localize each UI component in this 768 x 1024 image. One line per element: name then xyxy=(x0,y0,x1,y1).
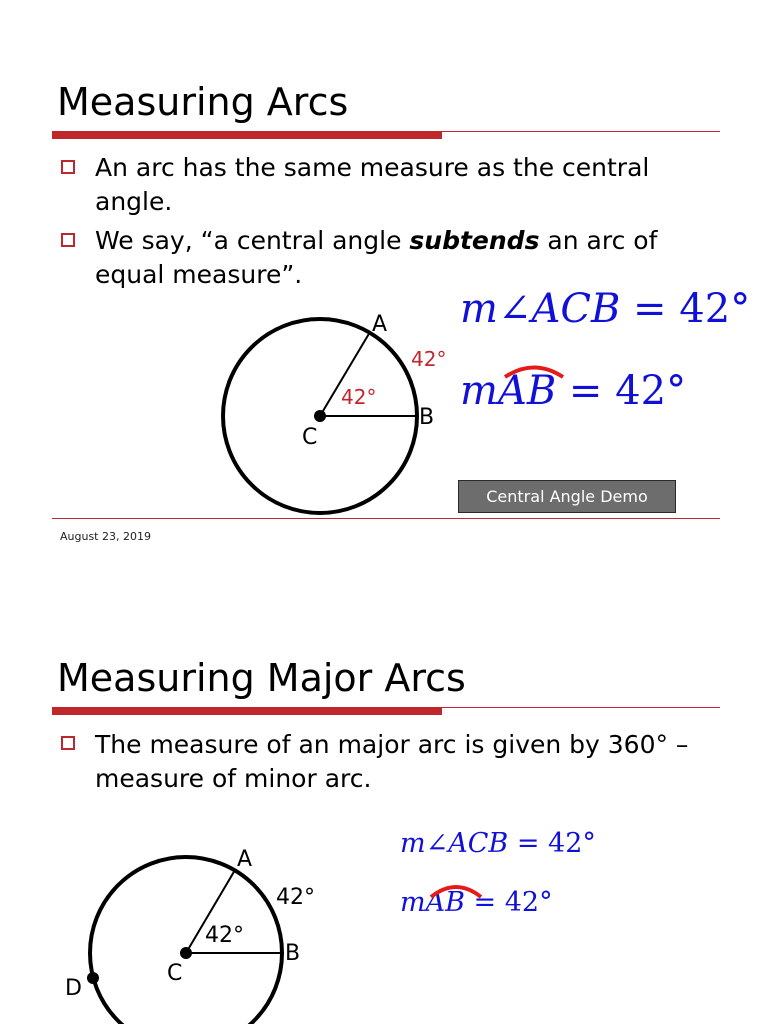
eq-m: m xyxy=(460,368,498,414)
label-d: D xyxy=(65,976,82,1001)
eq-m: m xyxy=(400,887,426,918)
equation-arc xyxy=(400,885,553,921)
slide-date: August 23, 2019 xyxy=(60,530,151,543)
label-a: A xyxy=(237,847,253,872)
eq-angle-name: ACB xyxy=(448,828,509,859)
arc-symbol-icon xyxy=(502,362,566,380)
bullet-marker xyxy=(61,233,75,247)
angle-symbol: ∠ xyxy=(425,828,449,859)
equation-arc xyxy=(460,364,686,418)
arc-measure-label: 42° xyxy=(411,347,447,371)
angle-measure-label: 42° xyxy=(341,385,377,409)
equation-angle xyxy=(460,282,750,336)
arc-symbol-icon xyxy=(428,880,484,900)
slide1-title: Measuring Arcs xyxy=(57,80,349,124)
bullet-emphasis: subtends xyxy=(409,226,540,255)
point-d xyxy=(87,972,99,984)
bullet-text: An arc has the same measure as the central angle. xyxy=(95,153,650,216)
label-a: A xyxy=(372,312,388,337)
eq-rhs: = 42° xyxy=(620,286,751,332)
center-point xyxy=(180,947,192,959)
eq-rhs: = 42° xyxy=(464,887,553,918)
label-b: B xyxy=(419,405,435,430)
bullet-marker xyxy=(61,736,75,750)
equation-angle xyxy=(400,826,596,862)
eq-m: m xyxy=(400,828,426,859)
eq-rhs: = 42° xyxy=(508,828,596,859)
eq-m: m xyxy=(460,286,498,332)
label-b: B xyxy=(285,941,301,966)
title-rule-thick xyxy=(52,708,442,715)
bullet-text-part: an arc of equal measure”. xyxy=(95,226,658,289)
angle-symbol: ∠ xyxy=(497,286,532,332)
eq-arc-name: AB xyxy=(497,368,557,414)
eq-rhs: = 42° xyxy=(556,368,687,414)
title-rule-thick xyxy=(52,132,442,139)
label-c: C xyxy=(167,961,183,986)
arc-measure-label: 42° xyxy=(276,885,315,910)
arc-name xyxy=(498,364,556,418)
bullet-text: The measure of an major arc is given by 360° – measure of minor arc. xyxy=(95,730,689,793)
eq-arc-name: AB xyxy=(425,887,465,918)
arc-name xyxy=(426,885,465,921)
central-angle-demo-button[interactable]: Central Angle Demo xyxy=(458,480,676,513)
major-arc-diagram xyxy=(55,838,340,1024)
center-point xyxy=(314,410,326,422)
central-angle-diagram xyxy=(200,300,460,530)
bullet-text-part: We say, “a central angle xyxy=(95,226,410,255)
circle xyxy=(90,857,282,1024)
label-c: C xyxy=(302,425,318,450)
footer-rule xyxy=(52,518,720,519)
slide2-title: Measuring Major Arcs xyxy=(57,656,466,700)
bullet-marker xyxy=(61,160,75,174)
eq-angle-name: ACB xyxy=(531,286,621,332)
angle-measure-label: 42° xyxy=(205,923,244,948)
